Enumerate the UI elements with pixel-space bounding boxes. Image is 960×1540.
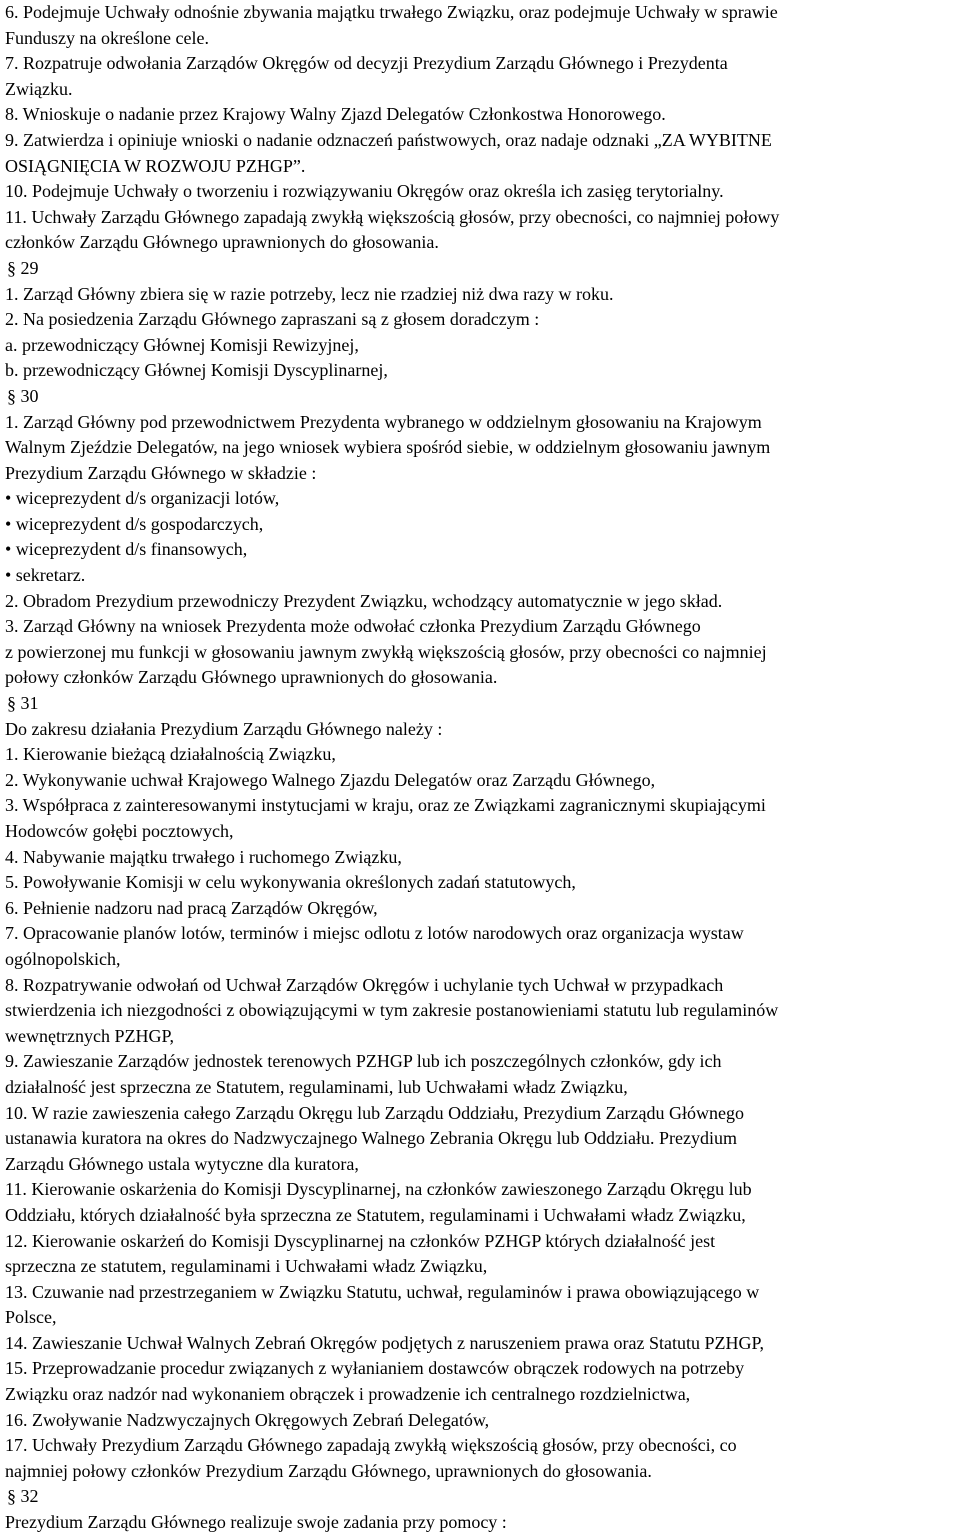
text-line: 6. Podejmuje Uchwały odnośnie zbywania majątku trwałego Związku, oraz podejmuje Uchwały w sprawie (5, 2, 778, 22)
section-heading: § 31 (7, 693, 39, 714)
text-line: 2. Na posiedzenia Zarządu Głównego zapraszani są z głosem doradczym : (5, 309, 540, 330)
text-line: działalność jest sprzeczna ze Statutem, regulaminami, lub Uchwałami władz Związku, (5, 1076, 628, 1097)
text-line: 8. Rozpatrywanie odwołań od Uchwał Zarządów Okręgów i uchylanie tych Uchwał w przypadkach (5, 974, 724, 995)
section-heading: § 29 (7, 257, 39, 278)
text-line: 12. Kierowanie oskarżeń do Komisji Dyscyplinarnej na członków PZHGP których działalność jest (5, 1230, 716, 1251)
text-line: Walnym Zjeździe Delegatów, na jego wniosek wybiera spośród siebie, w oddzielnym głosowaniu jawnym (5, 437, 771, 458)
text-line: Oddziału, których działalność była sprzeczna ze Statutem, regulaminami i Uchwałami władz Związku, (5, 1204, 746, 1225)
text-line: 10. W razie zawieszenia całego Zarządu Okręgu lub Zarządu Oddziału, Prezydium Zarządu Głównego (5, 1102, 745, 1123)
text-line: OSIĄGNIĘCIA W ROZWOJU PZHGP”. (5, 155, 306, 176)
text-line: 11. Uchwały Zarządu Głównego zapadają zwykłą większością głosów, przy obecności, co najmniej połowy (5, 206, 780, 227)
text-line: • sekretarz. (5, 565, 86, 586)
text-line: Związku oraz nadzór nad wykonaniem obrączek i prowadzenie ich centralnego rozdzielnictwa, (5, 1384, 691, 1405)
text-line: Hodowców gołębi pocztowych, (5, 821, 234, 841)
section-heading: § 32 (7, 1486, 39, 1507)
document-page (5, 0, 957, 1536)
text-line: Zarządu Głównego ustala wytyczne dla kuratora, (5, 1153, 359, 1174)
text-line: wewnętrznych PZHGP, (5, 1025, 174, 1046)
text-line: ustanawia kuratora na okres do Nadzwyczajnego Walnego Zebrania Okręgu lub Oddziału. Prezydium (5, 1128, 737, 1149)
text-line: 10. Podejmuje Uchwały o tworzeniu i rozwiązywaniu Okręgów oraz określa ich zasięg terytorialny. (5, 181, 724, 202)
text-line: 14. Zawieszanie Uchwał Walnych Zebrań Okręgów podjętych z naruszeniem prawa oraz Statutu PZHGP, (5, 1332, 764, 1353)
text-line: 7. Rozpatruje odwołania Zarządów Okręgów od decyzji Prezydium Zarządu Głównego i Prezydenta (5, 53, 728, 74)
text-line: 16. Zwoływanie Nadzwyczajnych Okręgowych Zebrań Delegatów, (5, 1409, 490, 1430)
text-line: członków Zarządu Głównego uprawnionych do głosowania. (5, 232, 439, 253)
text-line: 8. Wnioskuje o nadanie przez Krajowy Walny Zjazd Delegatów Członkostwa Honorowego. (5, 104, 666, 125)
text-line: 11. Kierowanie oskarżenia do Komisji Dyscyplinarnej, na członków zawieszonego Zarządu Okręgu lub (5, 1179, 752, 1200)
text-line: z powierzonej mu funkcji w głosowaniu jawnym zwykłą większością głosów, przy obecności co najmniej (5, 641, 767, 662)
text-line: 17. Uchwały Prezydium Zarządu Głównego zapadają zwykłą większością głosów, przy obecności, co (5, 1435, 737, 1456)
text-line: Związku. (5, 78, 73, 99)
text-line: b. przewodniczący Głównej Komisji Dyscyplinarnej, (5, 360, 388, 381)
text-line: • wiceprezydent d/s gospodarczych, (5, 513, 264, 534)
text-line: Do zakresu działania Prezydium Zarządu Głównego należy : (5, 718, 443, 739)
text-line: 5. Powoływanie Komisji w celu wykonywania określonych zadań statutowych, (5, 872, 576, 893)
text-line: 6. Pełnienie nadzoru nad pracą Zarządów Okręgów, (5, 897, 378, 918)
text-line: 9. Zatwierdza i opiniuje wnioski o nadanie odznaczeń państwowych, oraz nadaje odznaki „ZA WYBITNE (5, 129, 772, 150)
text-line: 9. Zawieszanie Zarządów jednostek terenowych PZHGP lub ich poszczególnych członków, gdy ich (5, 1051, 722, 1072)
text-line: 1. Zarząd Główny pod przewodnictwem Prezydenta wybranego w oddzielnym głosowaniu na Krajowym (5, 411, 762, 432)
text-line: 3. Współpraca z zainteresowanymi instytucjami w kraju, oraz ze Związkami zagranicznymi skupiającymi (5, 795, 766, 816)
text-line: połowy członków Zarządu Głównego uprawnionych do głosowania. (5, 667, 498, 688)
text-line: 7. Opracowanie planów lotów, terminów i miejsc odlotu z lotów narodowych oraz organizacja wystaw (5, 923, 744, 944)
section-heading: § 30 (7, 385, 39, 406)
text-line: 2. Wykonywanie uchwał Krajowego Walnego Zjazdu Delegatów oraz Zarządu Głównego, (5, 769, 656, 790)
text-line: • wiceprezydent d/s finansowych, (5, 539, 248, 560)
text-line: Prezydium Zarządu Głównego w składzie : (5, 462, 317, 483)
text-line: sprzeczna ze statutem, regulaminami i Uchwałami władz Związku, (5, 1256, 488, 1277)
text-line: Polsce, (5, 1307, 57, 1328)
text-line: ogólnopolskich, (5, 948, 121, 969)
text-line: • wiceprezydent d/s organizacji lotów, (5, 488, 280, 509)
text-line: 13. Czuwanie nad przestrzeganiem w Związku Statutu, uchwał, regulaminów i prawa obowiązującego w (5, 1281, 760, 1302)
text-line: 15. Przeprowadzanie procedur związanych z wyłanianiem dostawców obrączek rodowych na potrzeby (5, 1358, 745, 1379)
text-line: 2. Obradom Prezydium przewodniczy Prezydent Związku, wchodzący automatycznie w jego skład. (5, 590, 723, 611)
text-line: Prezydium Zarządu Głównego realizuje swoje zadania przy pomocy : (5, 1512, 507, 1533)
text-line: Funduszy na określone cele. (5, 27, 209, 48)
text-line: 1. Zarząd Główny zbiera się w razie potrzeby, lecz nie rzadziej niż dwa razy w roku. (5, 283, 614, 304)
text-line: 3. Zarząd Główny na wniosek Prezydenta może odwołać członka Prezydium Zarządu Głównego (5, 616, 701, 637)
text-line: stwierdzenia ich niezgodności z obowiązującymi w tym zakresie postanowieniami statutu lub regulaminów (5, 1000, 779, 1021)
text-line: 4. Nabywanie majątku trwałego i ruchomego Związku, (5, 846, 402, 867)
text-line: a. przewodniczący Głównej Komisji Rewizyjnej, (5, 334, 359, 355)
text-line: najmniej połowy członków Prezydium Zarządu Głównego, uprawnionych do głosowania. (5, 1460, 652, 1481)
text-line: 1. Kierowanie bieżącą działalnością Związku, (5, 744, 336, 765)
